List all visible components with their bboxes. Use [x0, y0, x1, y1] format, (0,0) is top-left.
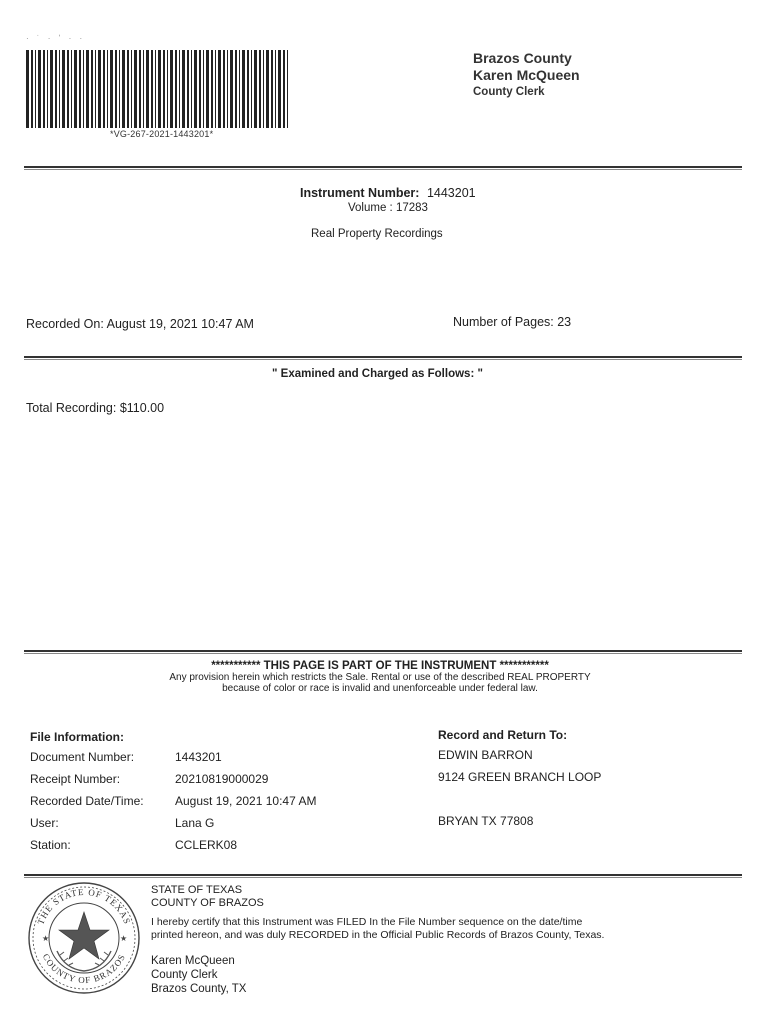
file-info-label: User:	[30, 816, 59, 830]
seal-top-text: THE STATE OF TEXAS	[35, 886, 133, 926]
county-seal	[27, 881, 141, 995]
barcode-bar	[215, 50, 216, 128]
file-info-row	[30, 838, 316, 860]
barcode-bar	[199, 50, 201, 128]
notice-heading	[100, 660, 660, 672]
barcode-bar	[278, 50, 281, 128]
notice-heading-text: *********** THIS PAGE IS PART OF THE INSTRUMENT ***********	[211, 660, 549, 672]
file-info-label: Document Number:	[30, 750, 135, 764]
barcode-bar	[227, 50, 228, 128]
barcode-bar	[103, 50, 105, 128]
divider-bottom	[24, 874, 742, 878]
return-to-address: 9124 GREEN BRANCH LOOP	[438, 770, 602, 784]
barcode-bar	[26, 50, 29, 128]
barcode-bar	[55, 50, 57, 128]
seal-bottom-text: COUNTY OF BRAZOS	[40, 952, 128, 986]
barcode-bar	[263, 50, 264, 128]
barcode-bar	[95, 50, 96, 128]
barcode-bar	[275, 50, 276, 128]
barcode-bar	[91, 50, 93, 128]
barcode-bar	[235, 50, 237, 128]
cert-line-1: I hereby certify that this Instrument was FILED In the File Number sequence on the date/time	[151, 916, 583, 928]
cert-sign-title: County Clerk	[151, 969, 218, 981]
divider-top	[24, 166, 742, 170]
barcode-bar	[170, 50, 173, 128]
file-info-rows	[30, 750, 316, 860]
file-info-label: Receipt Number:	[30, 772, 121, 786]
barcode-bar	[283, 50, 285, 128]
barcode-bar	[230, 50, 233, 128]
barcode-bar	[79, 50, 81, 128]
barcode	[26, 50, 288, 128]
barcode-bar	[259, 50, 261, 128]
total-value: $110.00	[119, 401, 165, 415]
barcode-bar	[98, 50, 101, 128]
barcode-bar	[119, 50, 120, 128]
barcode-bar	[107, 50, 108, 128]
barcode-bar	[43, 50, 45, 128]
barcode-bar	[110, 50, 113, 128]
barcode-bar	[218, 50, 221, 128]
barcode-bar	[203, 50, 204, 128]
cert-sign-place: Brazos County, TX	[151, 983, 247, 995]
file-info-row	[30, 816, 316, 838]
notice-line-1: Any provision herein which restricts the Sale. Rental or use of the described REAL PROPERTY	[169, 672, 591, 683]
barcode-bar	[182, 50, 185, 128]
recorded-on-label: Recorded On:	[26, 317, 104, 331]
recorded-on-value: August 19, 2021 10:47 AM	[106, 317, 254, 331]
county-name: Brazos County	[473, 50, 572, 66]
barcode-bar	[155, 50, 156, 128]
barcode-bar	[146, 50, 149, 128]
barcode-bar	[151, 50, 153, 128]
file-info-label: Station:	[30, 838, 71, 852]
barcode-bar	[251, 50, 252, 128]
barcode-bar	[122, 50, 125, 128]
cert-state: STATE OF TEXAS	[151, 884, 243, 896]
cert-sign-name: Karen McQueen	[151, 955, 235, 967]
barcode-bar	[194, 50, 197, 128]
barcode-bar	[71, 50, 72, 128]
instrument-number	[300, 186, 476, 200]
total-label: Total Recording:	[26, 401, 117, 415]
divider-middle	[24, 356, 742, 360]
barcode-bar	[179, 50, 180, 128]
barcode-bar	[143, 50, 144, 128]
barcode-bar	[139, 50, 141, 128]
barcode-bar	[271, 50, 273, 128]
file-info-row	[30, 772, 316, 794]
clerk-title: County Clerk	[473, 86, 545, 98]
barcode-bar	[223, 50, 225, 128]
barcode-bar	[62, 50, 65, 128]
barcode-bar	[211, 50, 213, 128]
barcode-bar	[191, 50, 192, 128]
barcode-bar	[163, 50, 165, 128]
file-info-row	[30, 750, 316, 772]
barcode-bar	[38, 50, 41, 128]
instrument-number-label: Instrument Number:	[300, 186, 420, 200]
barcode-bar	[266, 50, 269, 128]
barcode-bar	[239, 50, 240, 128]
barcode-bar	[167, 50, 168, 128]
return-to	[438, 728, 601, 828]
svg-text:★: ★	[120, 934, 128, 943]
notice	[100, 660, 660, 694]
volume: Volume : 17283	[348, 202, 428, 214]
barcode-bar	[134, 50, 137, 128]
barcode-bar	[287, 50, 288, 128]
county-header	[473, 50, 580, 101]
barcode-bar	[131, 50, 132, 128]
barcode-bar	[206, 50, 209, 128]
return-to-city: BRYAN TX 77808	[438, 814, 534, 828]
barcode-bar	[187, 50, 189, 128]
barcode-bar	[158, 50, 161, 128]
barcode-bar	[254, 50, 257, 128]
file-info-label: Recorded Date/Time:	[30, 794, 144, 808]
return-to-name: EDWIN BARRON	[438, 748, 533, 762]
barcode-bar	[83, 50, 84, 128]
file-info-value: August 19, 2021 10:47 AM	[175, 794, 317, 808]
file-info-heading: File Information:	[30, 730, 124, 744]
file-info-row	[30, 794, 316, 816]
barcode-caption: *VG-267-2021-1443201*	[110, 129, 214, 139]
barcode-bar	[127, 50, 129, 128]
barcode-bar	[47, 50, 48, 128]
barcode-bar	[175, 50, 177, 128]
instrument-number-value: 1443201	[426, 186, 476, 200]
barcode-bar	[35, 50, 36, 128]
certification	[151, 884, 604, 996]
file-information	[30, 730, 316, 860]
pages-value: 23	[557, 315, 572, 329]
file-info-value: CCLERK08	[175, 838, 238, 852]
file-info-value: 1443201	[175, 750, 222, 764]
barcode-bar	[31, 50, 33, 128]
number-of-pages	[453, 315, 571, 329]
charges-heading: " Examined and Charged as Follows: "	[272, 368, 483, 380]
barcode-bar	[59, 50, 60, 128]
pages-label: Number of Pages:	[453, 315, 554, 329]
barcode-bar	[50, 50, 53, 128]
barcode-bar	[247, 50, 249, 128]
barcode-bar	[115, 50, 117, 128]
notice-line-2: because of color or race is invalid and unenforceable under federal law.	[222, 683, 538, 694]
svg-text:★: ★	[42, 934, 50, 943]
barcode-bar	[74, 50, 77, 128]
total-recording	[26, 401, 164, 415]
barcode-bar	[86, 50, 89, 128]
cert-county: COUNTY OF BRAZOS	[151, 897, 264, 909]
instrument-type: Real Property Recordings	[311, 228, 443, 240]
file-info-value: Lana G	[175, 816, 215, 830]
barcode-bar	[67, 50, 69, 128]
divider-notice	[24, 650, 742, 654]
clerk-name: Karen McQueen	[473, 67, 580, 83]
scan-specks: · ˙ · ʼ · ·	[26, 34, 86, 43]
return-to-heading: Record and Return To:	[438, 728, 568, 742]
star-icon	[59, 912, 109, 959]
recorded-on	[26, 317, 254, 331]
barcode-bar	[242, 50, 245, 128]
cert-line-2: printed hereon, and was duly RECORDED in the Official Public Records of Brazos County, Texas.	[151, 929, 605, 941]
file-info-value: 20210819000029	[175, 772, 269, 786]
